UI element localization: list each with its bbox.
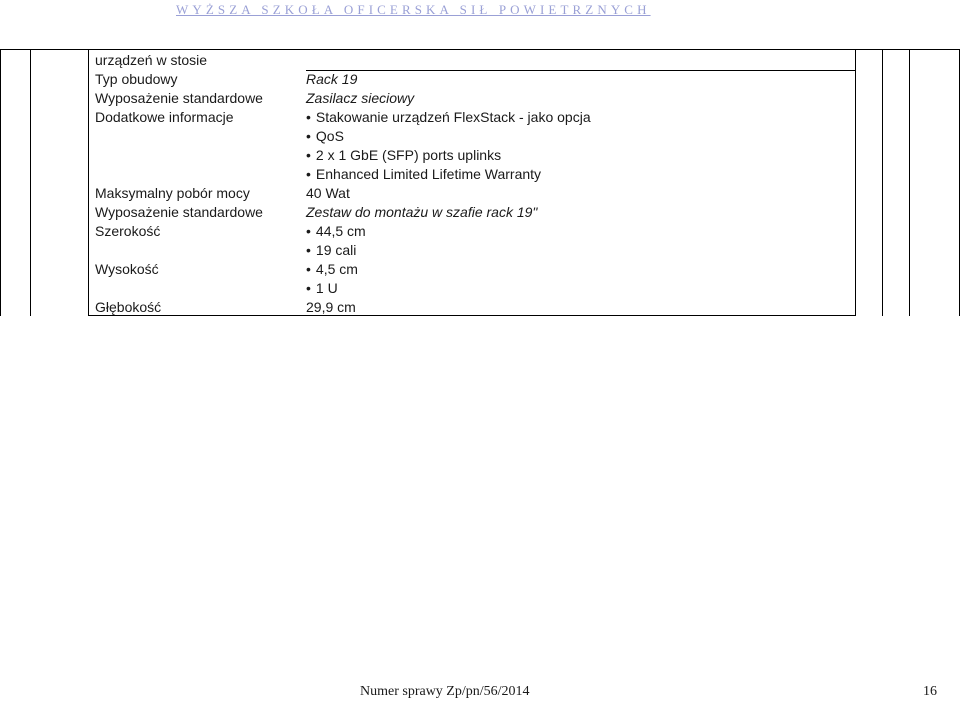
row-value: • 44,5 cm bbox=[306, 223, 366, 239]
table-row bbox=[0, 242, 960, 261]
table-row bbox=[0, 261, 960, 280]
row-value: • QoS bbox=[306, 128, 344, 144]
row-value: • 4,5 cm bbox=[306, 261, 358, 277]
table-row bbox=[0, 109, 960, 128]
row-value: 29,9 cm bbox=[306, 299, 356, 315]
row-label: Szerokość bbox=[95, 223, 161, 239]
table-row bbox=[0, 147, 960, 166]
table-heading: urządzeń w stosie bbox=[95, 52, 208, 68]
table-row bbox=[0, 52, 960, 71]
row-label: Maksymalny pobór mocy bbox=[95, 185, 250, 201]
row-label: Wyposażenie standardowe bbox=[95, 90, 263, 106]
row-label: Głębokość bbox=[95, 299, 162, 315]
page-number: 16 bbox=[923, 684, 937, 699]
table-row bbox=[0, 128, 960, 147]
table-row bbox=[0, 299, 960, 318]
row-value: • 19 cali bbox=[306, 242, 356, 258]
row-label: Wysokość bbox=[95, 261, 159, 277]
row-value: 40 Wat bbox=[306, 185, 350, 201]
table-row bbox=[0, 71, 960, 90]
row-value: • 2 x 1 GbE (SFP) ports uplinks bbox=[306, 147, 501, 163]
row-label: Wyposażenie standardowe bbox=[95, 204, 263, 220]
row-value: Zasilacz sieciowy bbox=[306, 90, 415, 106]
document-header: WYŻSZA SZKOŁA OFICERSKA SIŁ POWIETRZNYCH bbox=[176, 2, 651, 17]
table-row bbox=[0, 223, 960, 242]
table-row bbox=[0, 280, 960, 299]
row-value: • Stakowanie urządzeń FlexStack - jako opcja bbox=[306, 109, 591, 125]
row-label: Dodatkowe informacje bbox=[95, 109, 234, 125]
row-value: Rack 19 bbox=[306, 71, 358, 87]
table-row bbox=[0, 185, 960, 204]
table-row bbox=[0, 204, 960, 223]
row-value: • 1 U bbox=[306, 280, 338, 296]
table-top-line bbox=[0, 49, 960, 50]
row-label: Typ obudowy bbox=[95, 71, 178, 87]
table-row bbox=[0, 166, 960, 185]
case-number: Numer sprawy Zp/pn/56/2014 bbox=[360, 684, 530, 699]
row-value: • Enhanced Limited Lifetime Warranty bbox=[306, 166, 541, 182]
table-row bbox=[0, 90, 960, 109]
row-value: Zestaw do montażu w szafie rack 19" bbox=[306, 204, 538, 220]
